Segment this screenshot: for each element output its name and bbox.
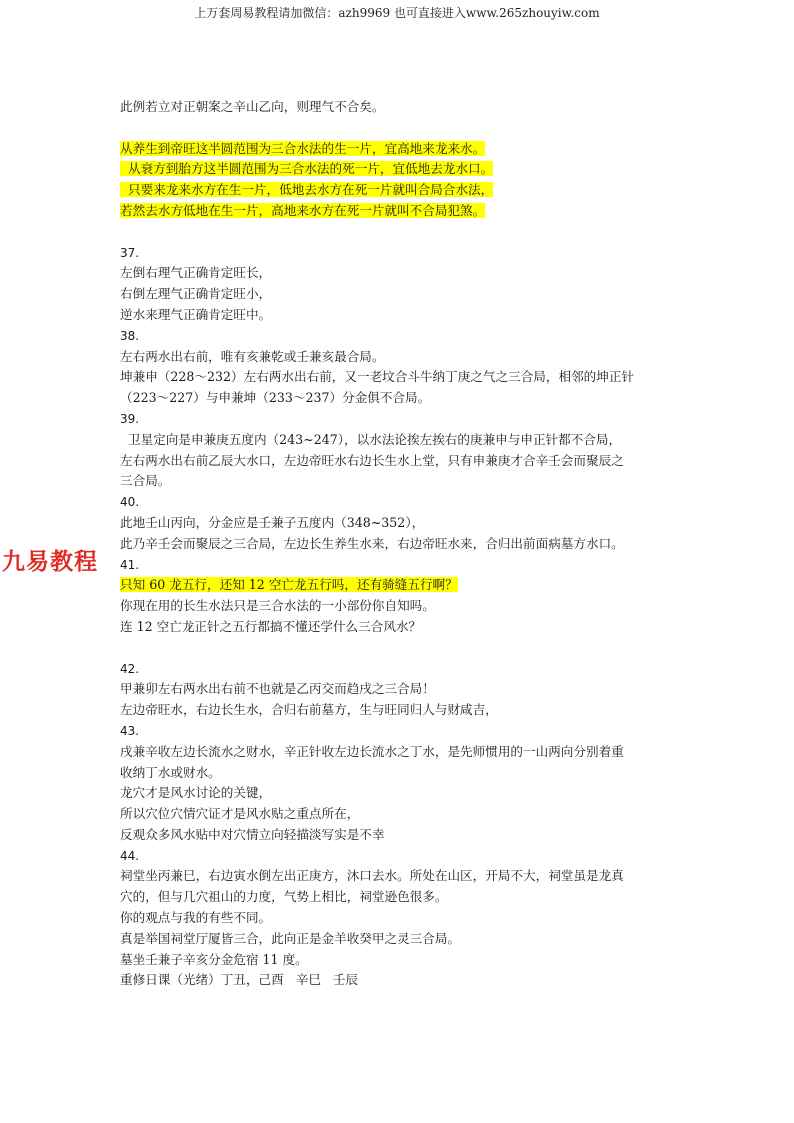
text-line: 逆水来理气正确肯定旺中。 bbox=[120, 306, 272, 322]
text-line: 卫星定向是申兼庚五度内（243~247），以水法论挨左挨右的庚兼申与申正针都不合局， bbox=[120, 431, 622, 447]
section-number: 44. bbox=[120, 848, 140, 863]
text-line: 所以穴位穴情穴证才是风水贴之重点所在， bbox=[120, 806, 360, 822]
page-header: 上万套周易教程请加微信：azh9969 也可直接进入www.265zhouyiw.com bbox=[194, 6, 600, 20]
text-line: 左右两水出右前乙辰大水口，左边帝旺水右边长生水上堂，只有申兼庚才合辛壬会而聚辰之 bbox=[120, 452, 624, 468]
text-line: 真是举国祠堂厅厦皆三合，此向正是金羊收癸甲之灵三合局。 bbox=[120, 930, 461, 946]
section-number: 38. bbox=[120, 328, 140, 343]
text-line: 左右两水出右前，唯有亥兼乾或壬兼亥最合局。 bbox=[120, 348, 385, 364]
text-line: 此例若立对正朝案之辛山乙向，则理气不合矣。 bbox=[120, 99, 385, 114]
highlight-text: 若然去水方低地在生一片，高地来水方在死一片就叫不合局犯煞。 bbox=[120, 202, 486, 218]
text-line: 戌兼辛收左边长流水之财水，辛正针收左边长流水之丁水，是先师惯用的一山两向分别着重 bbox=[120, 743, 624, 759]
blank-line bbox=[120, 222, 690, 243]
document-body bbox=[120, 97, 690, 991]
section-number: 39. bbox=[120, 411, 140, 426]
text-line: （223～227）与申兼坤（233～237）分金俱不合局。 bbox=[120, 390, 431, 406]
highlighted-line bbox=[120, 575, 690, 596]
section-number: 37. bbox=[120, 245, 140, 260]
text-line: 穴的，但与几穴祖山的力度，气势上相比，祠堂逊色很多。 bbox=[120, 889, 448, 905]
highlight-text: 从养生到帝旺这半圆范围为三合水法的生一片，宜高地来龙来水。 bbox=[120, 140, 486, 156]
blank-line bbox=[120, 638, 690, 659]
text-line: 此乃辛壬会而聚辰之三合局，左边长生养生水来，右边帝旺水来，合归出前面病墓方水口。 bbox=[120, 535, 624, 551]
section-number: 40. bbox=[120, 495, 140, 510]
highlight-text: 从衰方到胎方这半圆范围为三合水法的死一片，宜低地去龙水口。 bbox=[120, 161, 494, 177]
watermark-logo-text: 九易教程 bbox=[2, 549, 98, 575]
text-line: 此地壬山丙向，分金应是壬兼子五度内（348~352）， bbox=[120, 514, 425, 530]
highlighted-line bbox=[120, 139, 690, 160]
highlighted-line bbox=[120, 159, 690, 180]
section-number: 42. bbox=[120, 661, 140, 676]
text-line: 连 12 空亡龙正针之五行都搞不懂还学什么三合风水？ bbox=[120, 618, 422, 634]
highlight-text: 只知 60 龙五行，还知 12 空亡龙五行吗，还有骑缝五行啊？ bbox=[120, 577, 458, 593]
section-number: 43. bbox=[120, 723, 140, 738]
text-line: 墓坐壬兼子辛亥分金危宿 11 度。 bbox=[120, 951, 308, 967]
section-number: 41. bbox=[120, 557, 140, 572]
text-line: 你的观点与我的有些不同。 bbox=[120, 910, 272, 926]
text-line: 祠堂坐丙兼巳，右边寅水倒左出正庚方，沐口去水。所处在山区，开局不大，祠堂虽是龙真 bbox=[120, 868, 624, 884]
text-line: 龙穴才是风水讨论的关键， bbox=[120, 785, 272, 801]
highlighted-line bbox=[120, 201, 690, 222]
text-line: 反观众多风水贴中对穴情立向轻描淡写实是不幸 bbox=[120, 826, 385, 842]
text-line: 左倒右理气正确肯定旺长， bbox=[120, 265, 272, 281]
text-line: 左边帝旺水，右边长生水，合归右前墓方，生与旺同归人与财咸吉， bbox=[120, 702, 498, 718]
highlight-text: 只要来龙来水方在生一片，低地去水方在死一片就叫合局合水法， bbox=[120, 182, 494, 198]
text-line: 坤兼申（228～232）左右两水出右前，又一老坟合斗牛纳丁庚之气之三合局，相邻的坤正针 bbox=[120, 369, 635, 385]
text-line: 收纳丁水或财水。 bbox=[120, 764, 221, 780]
text-line: 三合局。 bbox=[120, 473, 171, 489]
highlighted-line bbox=[120, 180, 690, 201]
text-line: 你现在用的长生水法只是三合水法的一小部份你自知吗。 bbox=[120, 598, 435, 614]
text-line: 右倒左理气正确肯定旺小， bbox=[120, 286, 272, 302]
text-line: 重修日课（光绪）丁丑，己酉 辛巳 壬辰 bbox=[120, 972, 359, 988]
text-line: 甲兼卯左右两水出右前不也就是乙丙交而趋戌之三合局！ bbox=[120, 681, 435, 697]
blank-line bbox=[120, 118, 690, 139]
